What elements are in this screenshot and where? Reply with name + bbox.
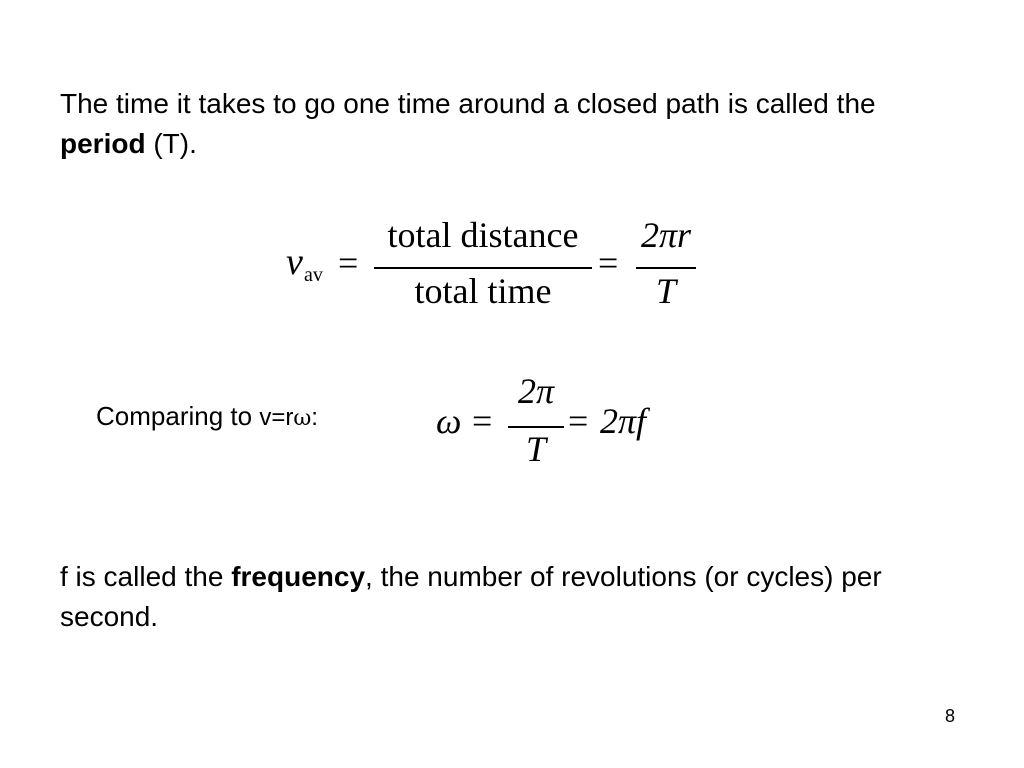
comparing-text: Comparing to [96, 401, 260, 431]
fraction-numerator-distance: total distance [387, 215, 579, 255]
omega-symbol: ω [436, 401, 462, 441]
equals-sign: = [472, 401, 493, 441]
equals-sign: = [598, 243, 619, 283]
comparing-label [96, 398, 318, 437]
slide-page-number: 8 [945, 706, 956, 726]
period-text-after: (T). [145, 128, 197, 159]
two-pi-f-term: 2πf [600, 401, 647, 441]
fraction-denominator-period: T [655, 271, 677, 311]
frequency-text-before: f is called the [60, 561, 232, 592]
fraction-bar [636, 267, 696, 269]
frequency-text-after: , the number of revolutions (or cycles) per second. [60, 561, 882, 632]
period-text-before: The time it takes to go one time around a closed path is called the [60, 88, 876, 119]
frequency-definition-text [60, 557, 960, 637]
average-velocity-equation [286, 212, 706, 312]
fraction-denominator-period: T [525, 429, 547, 469]
comparing-colon: : [311, 404, 318, 431]
comparing-formula: v=r [259, 404, 294, 431]
equals-sign: = [568, 401, 589, 441]
fraction-numerator-two-pi: 2π [517, 371, 555, 411]
fraction-denominator-time: total time [414, 271, 552, 311]
omega-symbol: ω [293, 406, 312, 431]
fraction-bar [374, 267, 592, 269]
angular-velocity-equation [436, 368, 676, 468]
velocity-subscript: av [304, 264, 323, 286]
equals-sign: = [338, 243, 359, 283]
period-term: period [60, 128, 146, 159]
frequency-term: frequency [231, 561, 366, 592]
period-definition-text [60, 84, 960, 164]
velocity-symbol: v [286, 241, 303, 283]
fraction-numerator-circumference: 2πr [640, 215, 692, 255]
